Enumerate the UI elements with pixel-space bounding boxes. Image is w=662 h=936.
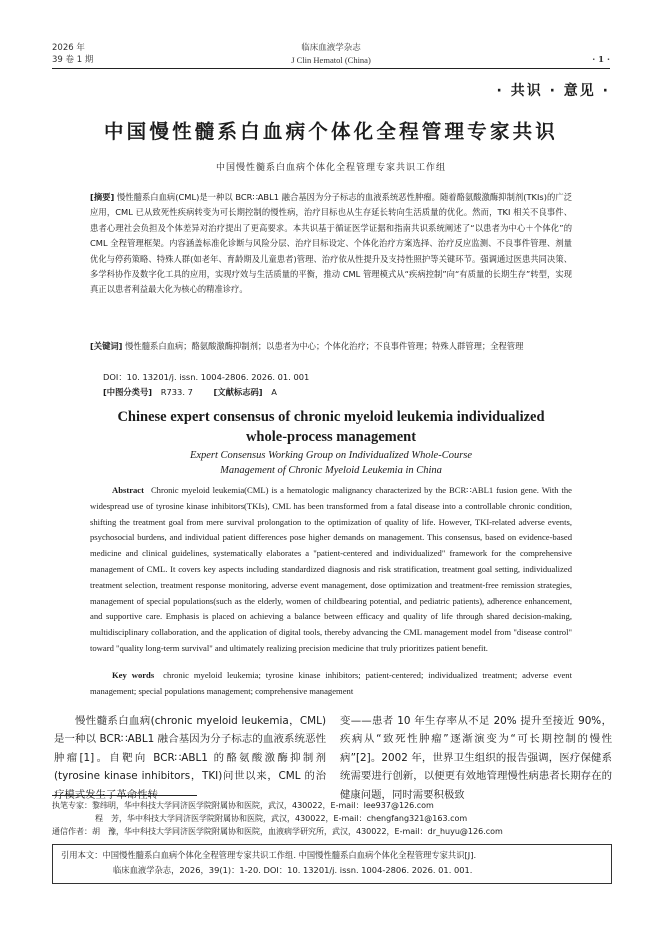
abstract-zh-label: [摘要] (90, 192, 115, 202)
abstract-en-text: Chronic myeloid leukemia(CML) is a hematologic malignancy characterized by the BCR∷ABL1 fusion gene. With the widespread use of tyrosine kinase inhibitors(TKIs), CML has been transformed from a fatal disease into a controllable chronic condition, shifting the treatment goal from mere survival prolongation to the optimization of quality of life. However, TKI-related adverse events, psychosocial burdens, and individual patient differences pose higher demands on management. This consensus, based on evidence-based medicine and clinical guidelines, systematically elaborates a "patient-centered and individualized" framework for the comprehensive management of CML. It covers key aspects including standardized diagnosis and risk stratification, treatment goal setting, individualized treatment selection, treatment response monitoring, adverse event management, dose optimization and treatment-free remission strategies, management of special populations(such as the elderly, women of childbearing potential, and pediatric patients), adherence enhancement, and supportive care. Emphasis is placed on achieving a balance between efficacy and quality of life through shared decision-making, multidisciplinary collaboration, and the application of digital tools, thereby advancing the CML management model from "disease control" toward "quality long-term survival" and ultimately realizing precision medicine that truly prioritizes patient benefit. (90, 485, 572, 653)
keywords-en (90, 668, 572, 700)
class-no-value: R733. 7 (160, 387, 193, 397)
group-en (60, 448, 602, 478)
body-left-column: 慢性髓系白血病(chronic myeloid leukemia，CML)是一种以 BCR∷ABL1 融合基因为分子标志的血液系统恶性肿瘤[1]。自靶向 BCR∷ABL1 的酪氨酸激酶抑制剂(tyrosine kinase inhibitors，TKI)问世以来，CML 的治疗模式发生了革命性转 (54, 715, 326, 801)
doi: DOI：10. 13201/j. issn. 1004-2806. 2026. 01. 001 (103, 372, 310, 382)
group-en-line2: Management of Chronic Myeloid Leukemia in China (220, 465, 442, 476)
citation-line1: 引用本文：中国慢性髓系白血病个体化全程管理专家共识工作组. 中国慢性髓系白血病个体化全程管理专家共识[J]. (61, 850, 477, 860)
header-page-number: · 1 · (592, 55, 610, 65)
keywords-en-text: chronic myeloid leukemia; tyrosine kinase inhibitors; patient-centered; individualized treatment; adverse event management; special populations management; comprehensive management (90, 670, 572, 696)
keywords-zh-label: [关键词] (90, 341, 123, 351)
header-rule (52, 68, 610, 69)
footnote-1: 执笔专家：黎纬明，华中科技大学同济医学院附属协和医院，武汉，430022，E-mail：lee937@126.com (52, 801, 434, 810)
keywords-zh (90, 339, 572, 354)
abstract-zh (90, 190, 572, 298)
citation-box (52, 844, 612, 884)
doc-code-value: A (271, 387, 277, 397)
keywords-zh-text: 慢性髓系白血病；酪氨酸激酶抑制剂；以患者为中心；个体化治疗；不良事件管理；特殊人群管理；全程管理 (125, 341, 524, 351)
title-en-line1: Chinese expert consensus of chronic myeloid leukemia individualized (117, 409, 545, 425)
author-group-zh: 中国慢性髓系白血病个体化全程管理专家共识工作组 (215, 163, 446, 173)
title-zh: 中国慢性髓系白血病个体化全程管理专家共识 (103, 120, 558, 143)
class-no-label: [中图分类号] (103, 387, 153, 397)
title-en (60, 407, 602, 447)
abstract-zh-text: 慢性髓系白血病(CML)是一种以 BCR∷ABL1 融合基因为分子标志的血液系统恶性肿瘤。随着酪氨酸激酶抑制剂(TKIs)的广泛应用，CML 已从致死性疾病转变为可长期控制的慢性病，治疗目标也从生存延长转向生活质量的优化。然而，TKI 相关不良事件、患者心理社会负担及个体差异对治疗提出了更高要求。本共识基于循证医学证据和指南共识系统阐述了“以患者为中心＋个体化”的 CML 全程管理框架。内容涵盖标准化诊断与风险分层、治疗目标设定、个体化治疗方案选择、治疗反应监测、不良事件管理、剂量优化与停药策略、特殊人群(如老年、育龄期及儿童患者)管理、治疗依从性提升及支持性照护等关键环节。强调通过医患共同决策、多学科协作及数字化工具的应用，实现疗效与生活质量的平衡，推动 CML 管理模式从“疾病控制”向“有质量的长期生存”转型，实现真正以患者利益最大化为核心的精准诊疗。 (90, 192, 572, 295)
doc-code-label: [文献标志码] (213, 387, 263, 397)
keywords-en-label: Key words (112, 670, 155, 680)
footnote-3: 通信作者：胡 豫，华中科技大学同济医学院附属协和医院，血液病学研究所，武汉，430022，E-mail：dr_huyu@126.com (52, 827, 503, 836)
citation-line2: 临床血液学杂志，2026，39(1)：1-20. DOI：10. 13201/j. issn. 1004-2806. 2026. 01. 001. (113, 865, 473, 875)
abstract-en (90, 483, 572, 657)
section-tag: · 共识 · 意见 · (496, 83, 610, 99)
footnote-2: 程 芳，华中科技大学同济医学院附属协和医院，武汉，430022，E-mail：chengfang321@163.com (95, 814, 468, 823)
header-journal-zh: 临床血液学杂志 (301, 43, 361, 53)
footnote-rule (52, 795, 197, 796)
body-right-column: 变——患者 10 年生存率从不足 20% 提升至接近 90%，疾病从“致死性肿瘤”逐渐演变为“可长期控制的慢性病”[2]。2002 年，世界卫生组织的报告强调，医疗保健系统需要进行创新，以便更有效地管理慢性病患者长期存在的健康问题，同时需要积极致 (340, 715, 612, 801)
classification (103, 386, 277, 398)
group-en-line1: Expert Consensus Working Group on Individualized Whole-Course (189, 450, 473, 461)
header-volume-issue: 39 卷 1 期 (52, 55, 94, 65)
title-en-line2: whole-process management (245, 429, 417, 445)
abstract-en-label: Abstract (112, 485, 144, 495)
header-year: 2026 年 (52, 43, 85, 53)
header-journal-en: J Clin Hematol (China) (291, 55, 371, 65)
